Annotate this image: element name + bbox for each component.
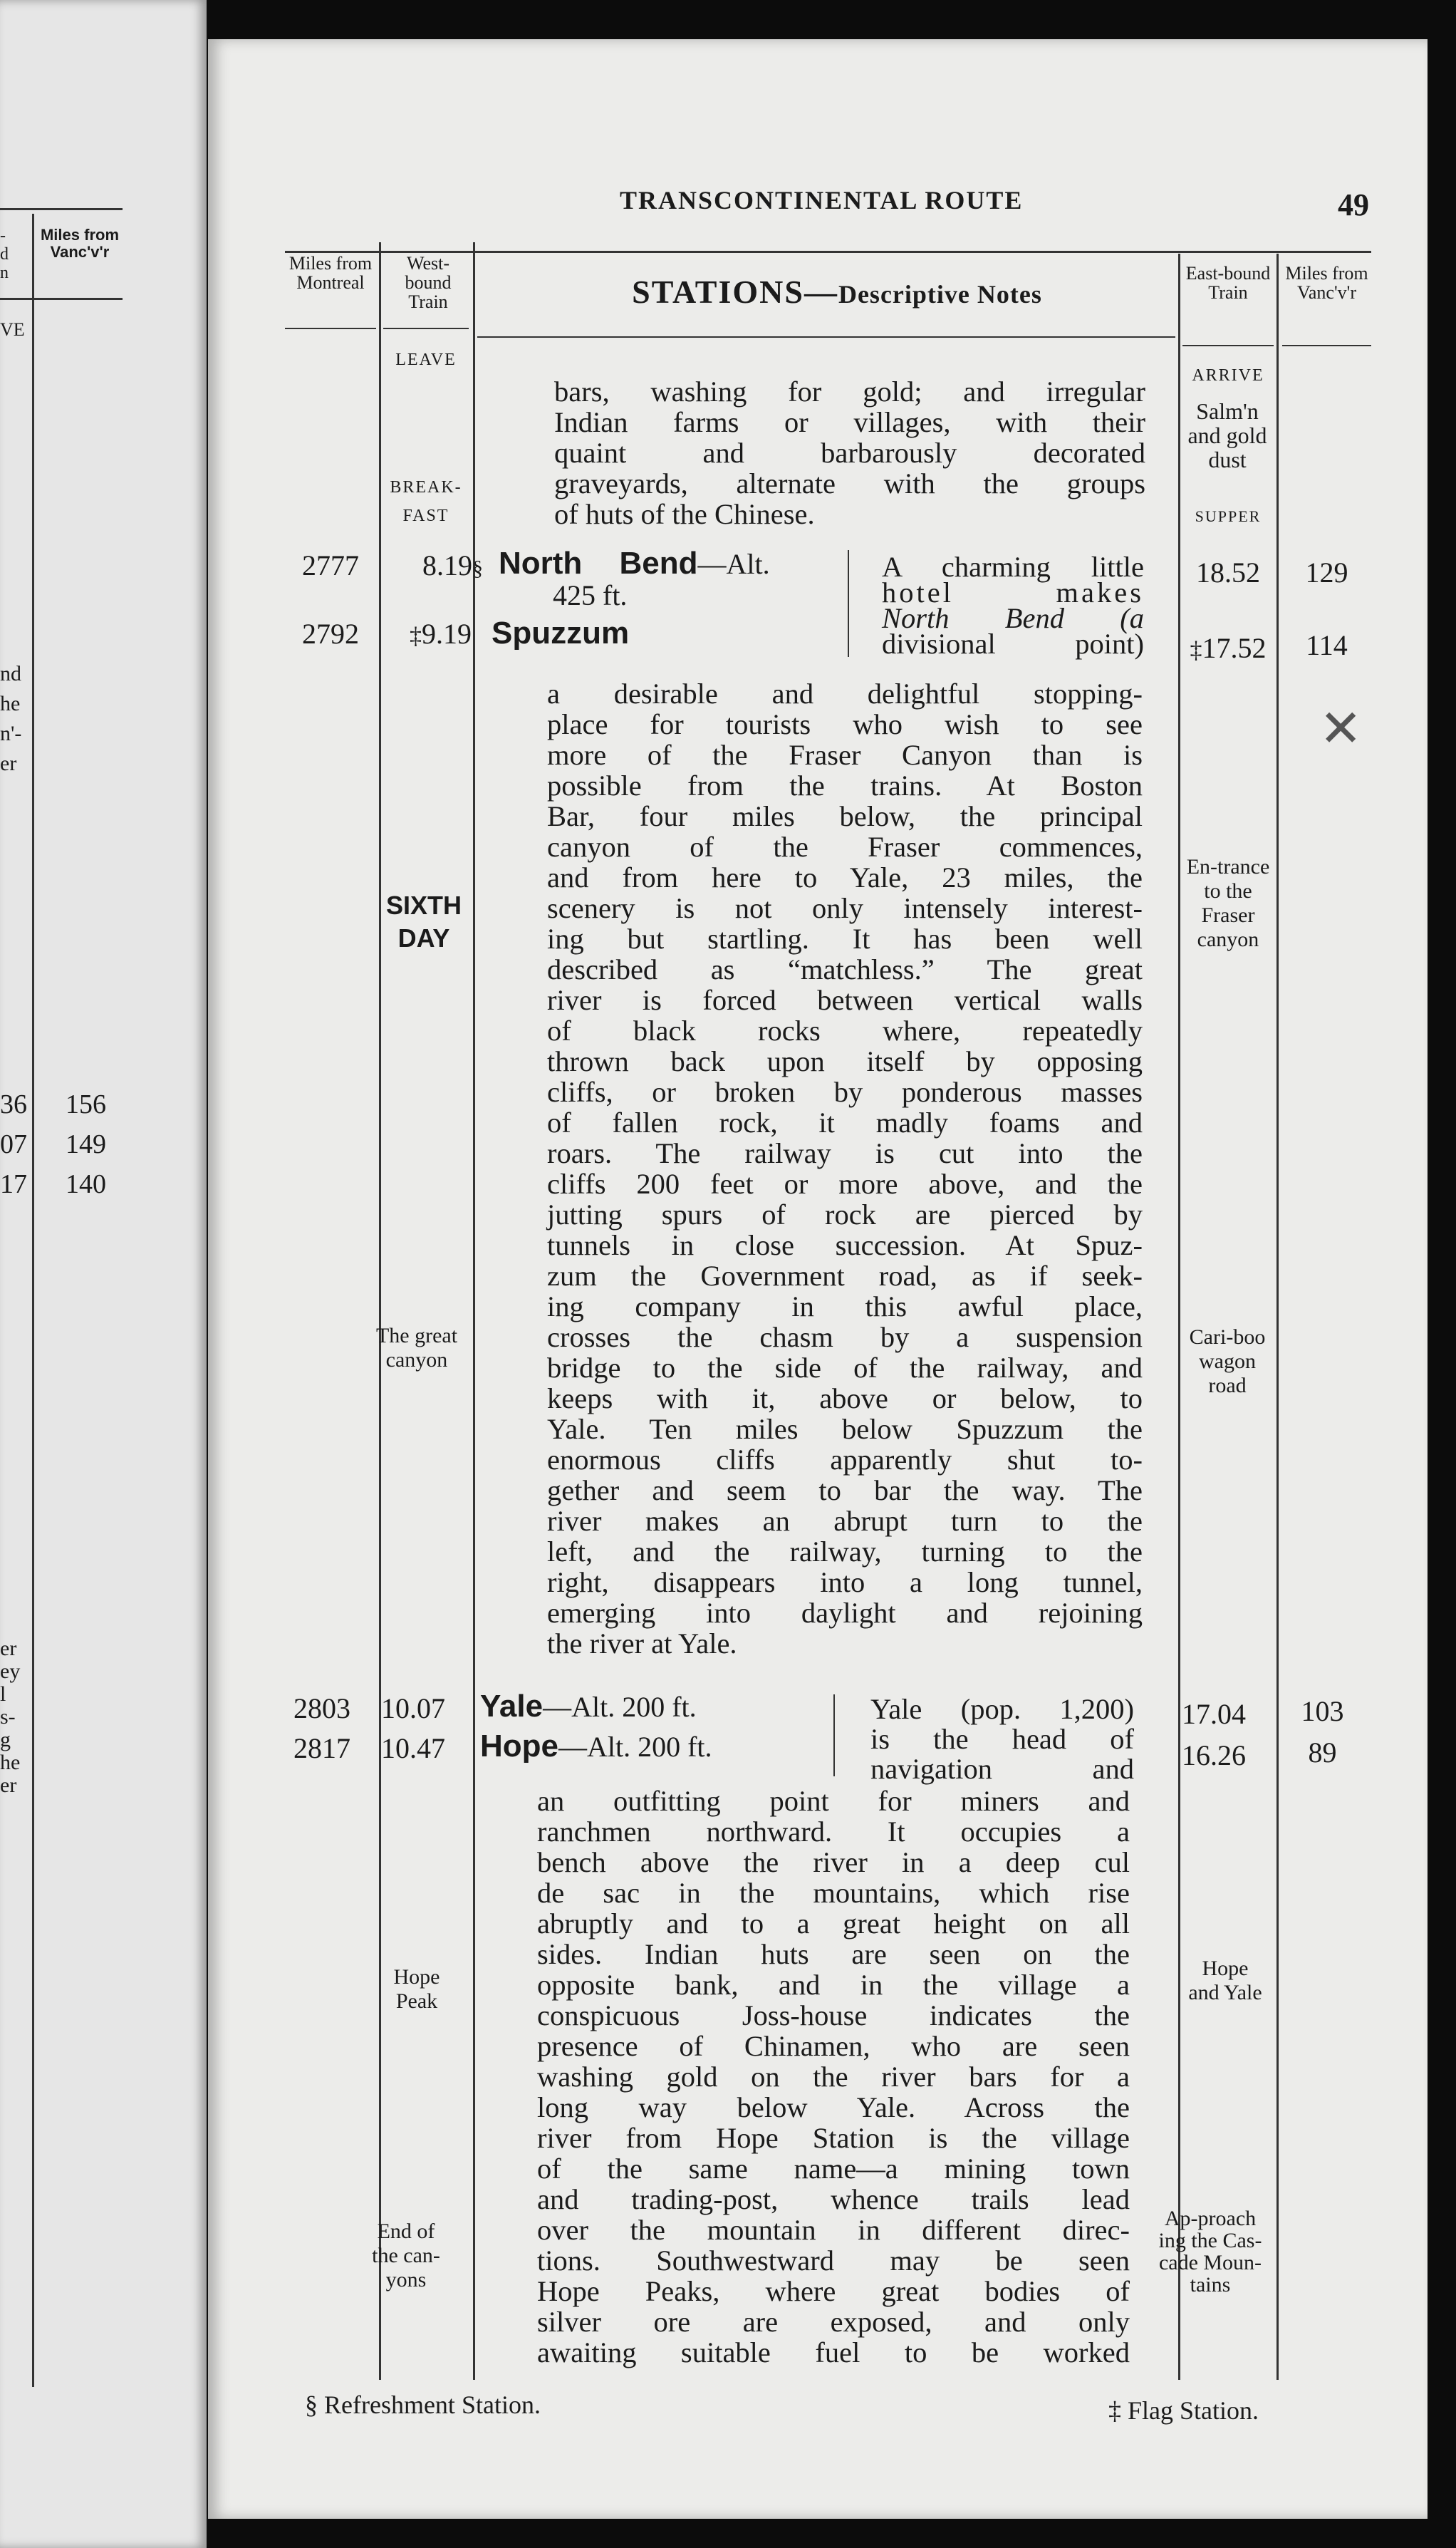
inline-rule	[848, 550, 849, 657]
text-line: ing company in this awful place,	[547, 1290, 1143, 1322]
prev-row-miles	[66, 1129, 106, 1160]
stations-title: STATIONS	[632, 274, 804, 310]
text-line: graveyards, alternate with the groups	[554, 467, 1145, 499]
text-line: more of the Fraser Canyon than is	[547, 739, 1143, 771]
station-name: Hope	[480, 1729, 558, 1764]
fragment-text: er	[0, 1773, 17, 1797]
text-line: A charming little	[882, 551, 1144, 583]
prev-row-left: 07	[0, 1129, 27, 1159]
prev-miles-header-text: Miles from Vanc'v'r	[40, 226, 120, 261]
right-note-hope-yale: Hope and Yale	[1188, 1957, 1262, 2004]
text-line: of black rocks where, repeatedly	[547, 1015, 1143, 1047]
header-stations: STATIONS—Descriptive Notes	[632, 274, 1042, 310]
text-line: and from here to Yale, 23 miles, the	[547, 861, 1143, 894]
stations-subtitle: Descriptive Notes	[838, 280, 1042, 309]
miles-montreal-north-bend: 2777	[302, 549, 359, 581]
text-line: presence of Chinamen, who are seen	[537, 2030, 1130, 2062]
miles-vancouver-spuzzum: 114	[1306, 629, 1348, 661]
text-line: ing but startling. It has been well	[547, 923, 1143, 955]
text-line: sides. Indian huts are seen on the	[537, 1938, 1130, 1970]
text-line: opposite bank, and in the village a	[537, 1969, 1130, 2001]
right-note-supper: SUPPER	[1195, 507, 1262, 525]
yale-note	[870, 1694, 1134, 1784]
yale-description	[537, 1786, 1130, 2368]
prev-row	[0, 1169, 27, 1200]
text-line: roars. The railway is cut into the	[547, 1137, 1143, 1169]
text-line: gether and seem to bar the way. The	[547, 1474, 1143, 1506]
text-line: of huts of the Chinese.	[554, 498, 815, 530]
text-line: divisional point)	[882, 628, 1144, 660]
yale-note-first: Yale (pop. 1,200)	[870, 1693, 1134, 1725]
eastbound-yale: 17.04	[1182, 1698, 1246, 1730]
station-name: North Bend	[499, 546, 698, 581]
pencil-x-mark: ✕	[1319, 698, 1363, 758]
fragment-text: l	[0, 1682, 6, 1706]
previous-page	[0, 0, 207, 2548]
text-line: scenery is not only intensely interest-	[547, 892, 1143, 924]
fragment-text: he	[0, 1751, 21, 1774]
prev-row	[0, 1089, 27, 1120]
text-line: conspicuous Joss-house indicates the	[537, 1999, 1130, 2031]
header-miles-vancouver: Miles from Vanc'v'r	[1285, 263, 1368, 303]
refreshment-mark: §	[472, 556, 483, 580]
prev-row-miles	[66, 1169, 106, 1200]
text-line: washing gold on the river bars for a	[537, 2061, 1130, 2093]
text-line: tions. Southwestward may be seen	[537, 2244, 1130, 2277]
header-rule-montreal	[285, 328, 376, 329]
text-line: quaint and barbarously decorated	[554, 437, 1145, 469]
text-line: Yale. Ten miles below Spuzzum the	[547, 1413, 1143, 1445]
text-line: Hope Peaks, where great bodies of	[537, 2275, 1130, 2307]
eastbound-north-bend: 18.52	[1196, 556, 1260, 589]
flag-mark: ‡	[410, 623, 422, 649]
text-line: emerging into daylight and rejoining	[547, 1597, 1143, 1629]
page-title: TRANSCONTINENTAL ROUTE	[620, 186, 1024, 214]
fragment-text: nd	[0, 662, 21, 685]
left-note-end-canyons: End of the can-yons	[372, 2220, 440, 2291]
fragment-text: ey	[0, 1659, 21, 1683]
station-hope	[480, 1729, 712, 1764]
spuzzum-description	[547, 678, 1143, 1659]
station-altitude-value: 425 ft.	[553, 579, 628, 611]
text-line: an outfitting point for miners and	[537, 1785, 1130, 1817]
text-line: awaiting suitable fuel to be worked	[537, 2336, 1130, 2368]
text-line: of the same name—a mining town	[537, 2153, 1130, 2185]
right-note-salmon-gold: Salm'n and gold dust	[1187, 398, 1267, 472]
text-line: river from Hope Station is the village	[537, 2122, 1130, 2154]
text-line: possible from the trains. At Boston	[547, 770, 1143, 802]
header-eastbound: East-bound Train	[1185, 263, 1271, 303]
column-rule	[379, 242, 381, 2380]
miles-vancouver-north-bend: 129	[1305, 556, 1348, 589]
fragment-text: g	[0, 1728, 11, 1751]
eastbound-time: 17.52	[1202, 632, 1267, 664]
prev-row-left: 17	[0, 1169, 27, 1199]
header-rule-vancouver	[1282, 345, 1371, 346]
right-note-entrance: En-trance to the Fraser canyon	[1186, 855, 1270, 951]
inline-rule	[833, 1694, 835, 1776]
text-line: is the head of	[870, 1723, 1134, 1755]
text-line: bench above the river in a deep cul	[537, 1846, 1130, 1878]
fragment-text: -	[0, 227, 6, 245]
text-line: and trading-post, whence trails lead	[537, 2183, 1130, 2215]
text-line: silver ore are exposed, and only	[537, 2306, 1130, 2338]
prev-miles-header	[37, 227, 123, 261]
text-line: enormous cliffs apparently shut to-	[547, 1444, 1143, 1476]
prev-fragments-1	[0, 659, 21, 779]
text-line: de sac in the mountains, which rise	[537, 1877, 1130, 1909]
prev-header-top-rule	[0, 208, 123, 210]
text-line: described as “matchless.” The great	[547, 953, 1143, 985]
text-line: river makes an abrupt turn to the	[547, 1505, 1143, 1537]
text-line: thrown back upon itself by opposing	[547, 1045, 1143, 1077]
text-line: ranchmen northward. It occupies a	[537, 1816, 1130, 1848]
header-westbound: West-bound Train	[405, 253, 452, 312]
previous-page-header-fragment	[0, 227, 9, 282]
text-line: tunnels in close succession. At Spuz-	[547, 1229, 1143, 1261]
left-note-day: SIXTH DAY	[385, 891, 462, 953]
right-note-cariboo: Cari-boo wagon road	[1189, 1325, 1266, 1397]
text-line: over the mountain in different direc-	[537, 2214, 1130, 2246]
fragment-text: er	[0, 1637, 17, 1660]
fragment-text: n	[0, 264, 9, 282]
westbound-time: 8.19	[422, 549, 472, 581]
fragment-text: er	[0, 752, 17, 775]
station-yale	[480, 1689, 697, 1724]
westbound-spuzzum	[383, 617, 472, 651]
prev-column-rule	[32, 214, 34, 2387]
miles-vancouver-yale: 103	[1301, 1695, 1344, 1727]
text-line: canyon of the Fraser commences,	[547, 831, 1143, 863]
header-rule-westbound	[383, 328, 469, 329]
header-rule-eastbound	[1182, 345, 1274, 346]
left-note-breakfast: BREAK-FAST	[390, 478, 462, 525]
miles-montreal-yale: 2803	[293, 1692, 350, 1724]
station-altitude: —Alt.	[697, 548, 770, 580]
text-line: Indian farms or villages, with their	[554, 406, 1145, 438]
text-line: North Bend (a	[882, 602, 1144, 634]
left-note-hope-peak: Hope Peak	[393, 1965, 440, 2013]
header-rule-stations	[477, 336, 1175, 338]
prev-row-miles-text: 149	[66, 1129, 106, 1159]
footnote-refreshment: § Refreshment Station.	[305, 2391, 541, 2419]
text-line: left, and the railway, turning to the	[547, 1535, 1143, 1568]
north-bend-note	[882, 551, 1144, 660]
text-line: a desirable and delightful stopping-	[547, 678, 1143, 710]
text-line: keeps with it, above or below, to	[547, 1382, 1143, 1414]
prev-row-miles-text: 156	[66, 1089, 106, 1119]
text-line: hotel makes	[882, 576, 1144, 608]
prev-row-miles	[66, 1089, 106, 1120]
fragment-text: n'-	[0, 722, 22, 745]
station-altitude: —Alt. 200 ft.	[558, 1731, 712, 1763]
westbound-yale: 10.07	[381, 1692, 445, 1724]
station-name: Yale	[480, 1689, 544, 1724]
footnote-flag: ‡ Flag Station.	[1108, 2396, 1259, 2425]
text-line: bridge to the side of the railway, and	[547, 1352, 1143, 1384]
flag-mark: ‡	[1190, 637, 1202, 663]
station-spuzzum: Spuzzum	[492, 616, 630, 651]
left-note-leave: LEAVE	[395, 351, 457, 369]
station-altitude: —Alt. 200 ft.	[543, 1691, 697, 1723]
right-note-approach: Ap-proach ing the Cas-cade Moun-tains	[1158, 2207, 1262, 2296]
text-line: cliffs, or broken by ponderous masses	[547, 1076, 1143, 1108]
prev-row-miles-text: 140	[66, 1169, 106, 1199]
text-line: jutting spurs of rock are pierced by	[547, 1198, 1143, 1231]
text-line: right, disappears into a long tunnel,	[547, 1566, 1143, 1598]
text-line: cliffs 200 feet or more above, and the	[547, 1168, 1143, 1200]
text-line: Bar, four miles below, the principal	[547, 800, 1143, 832]
westbound-hope: 10.47	[381, 1732, 445, 1764]
fragment-text: s-	[0, 1705, 16, 1729]
column-rule	[1178, 254, 1180, 2380]
text-line: the river at Yale.	[547, 1627, 737, 1659]
miles-montreal-hope: 2817	[293, 1732, 350, 1764]
eastbound-hope: 16.26	[1182, 1739, 1246, 1771]
text-line: long way below Yale. Across the	[537, 2091, 1130, 2123]
right-note-arrive: ARRIVE	[1192, 366, 1264, 385]
text-line	[870, 1694, 1134, 1724]
text-line: of fallen rock, it madly foams and	[547, 1107, 1143, 1139]
fragment-text: d	[0, 245, 9, 264]
prev-fragments-2	[0, 1637, 20, 1797]
fragment-text: he	[0, 692, 21, 715]
text-line: crosses the chasm by a suspension	[547, 1321, 1143, 1353]
eastbound-spuzzum	[1182, 631, 1274, 665]
prev-row	[0, 1129, 27, 1160]
opening-text	[554, 376, 1145, 529]
text-line: abruptly and to a great height on all	[537, 1907, 1130, 1940]
prev-header-bottom-rule	[0, 298, 123, 300]
left-note-great-canyon: The great canyon	[375, 1324, 458, 1372]
prev-ve-label: VE	[0, 319, 25, 340]
westbound-time: 9.19	[422, 618, 472, 650]
header-miles-montreal: Miles from Montreal	[288, 253, 373, 293]
text-line: place for tourists who wish to see	[547, 708, 1143, 740]
column-rule	[1276, 254, 1279, 2380]
miles-vancouver-hope: 89	[1308, 1736, 1337, 1768]
text-line: river is forced between vertical walls	[547, 984, 1143, 1016]
text-line: navigation and	[870, 1753, 1134, 1785]
prev-row-left: 36	[0, 1089, 27, 1119]
text-line: bars, washing for gold; and irregular	[554, 376, 1145, 408]
miles-montreal-spuzzum: 2792	[302, 618, 359, 650]
page-number: 49	[1338, 187, 1369, 222]
westbound-north-bend	[383, 549, 483, 582]
text-line: zum the Government road, as if seek-	[547, 1260, 1143, 1292]
station-north-bend	[499, 546, 855, 610]
